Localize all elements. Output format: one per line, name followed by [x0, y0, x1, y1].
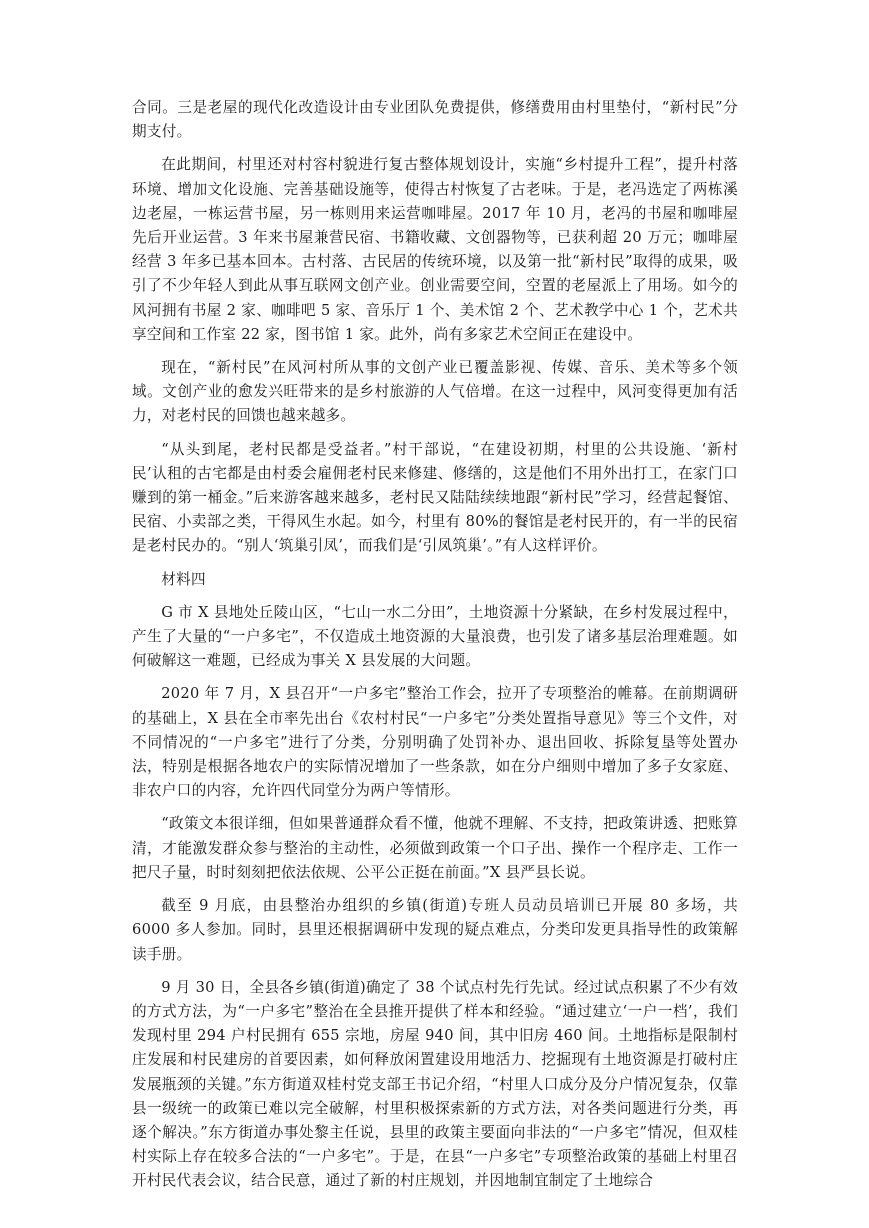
paragraph-pilot-villages: 9 月 30 日，全县各乡镇(街道)确定了 38 个试点村先行先试。经过试点积累了不少有效的方式方法，为“一户多宅”整治在全县推开提供了样本和经验。“通过建立‘一户一档’，我们发现村里 294 户村民拥有 655 宗地，房屋 940 间，其中旧房 460 间。土地指标是限制村庄发展和村民建房的首要因素，如何释放闲置建设用地活力、挖掘现有土地资源是打破村庄发展瓶颈的关键。”东方街道双桂村党支部王书记介绍，“村里人口成分及分户情况复杂，仅靠县一级统一的政策已难以完全破解，村里积极探索新的方式方法，对各类问题进行分类，再逐个解决。”东方街道办事处黎主任说，县里的政策主要面向非法的“一户多宅”情况，但双桂村实际上存在较多合法的“一户多宅”。于是，在县“一户多宅”专项整治政策的基础上村里召开村民代表会议，结合民意，通过了新的村庄规划，并因地制宜制定了土地综合 — [132, 978, 738, 1190]
paragraph-county-background: G 市 X 县地处丘陵山区，“七山一水二分田”，土地资源十分紧缺，在乡村发展过程中，产生了大量的“一户多宅”，不仅造成土地资源的大量浪费，也引发了诸多基层治理难题。如何破解这一难题，已经成为事关 X 县发展的大问题。 — [132, 603, 738, 670]
document-body — [132, 96, 738, 1203]
paragraph-villager-benefits: “从头到尾，老村民都是受益者。”村干部说，“在建设初期，村里的公共设施、‘新村民’认租的古宅都是由村委会雇佣老村民来修建、修缮的，这是他们不用外出打工，在家门口赚到的第一桶金。”后来游客越来越多，老村民又陆陆续续地跟“新村民”学习，经营起餐馆、民宿、小卖部之类，干得风生水起。如今，村里有 80%的餐馆是老村民开的，有一半的民宿是老村民办的。“别人‘筑巢引凤’，而我们是‘引凤筑巢’。”有人这样评价。 — [132, 440, 738, 555]
section-heading-material-four: 材料四 — [161, 570, 206, 588]
paragraph-county-head-quote: “政策文本很详细，但如果普通群众看不懂，他就不理解、不支持，把政策讲透、把账算清，才能激发群众参与整治的主动性，必须做到政策一个口子出、操作一个程序走、工作一把尺子量，时时刻刻把依法依规、公平公正挺在前面。”X 县严县长说。 — [132, 815, 738, 881]
paragraph-continuation: 合同。三是老屋的现代化改造设计由专业团队免费提供，修缮费用由村里垫付，“新村民”分期支付。 — [132, 99, 738, 141]
paragraph-training-sessions: 截至 9 月底，由县整治办组织的乡镇(街道)专班人员动员培训已开展 80 多场，共 6000 多人参加。同时，县里还根据调研中发现的疑点难点，分类印发更具指导性的政策解读手册。 — [132, 897, 738, 963]
paragraph-cultural-industry: 现在，“新村民”在风河村所从事的文创产业已覆盖影视、传媒、音乐、美术等多个领域。文创产业的愈发兴旺带来的是乡村旅游的人气倍增。在这一过程中，风河变得更加有活力，对老村民的回馈也越来越多。 — [132, 359, 738, 425]
paragraph-village-renovation: 在此期间，村里还对村容村貌进行复古整体规划设计，实施“乡村提升工程”，提升村落环境、增加文化设施、完善基础设施等，使得古村恢复了古老味。于是，老冯选定了两栋溪边老屋，一栋运营书屋，另一栋则用来运营咖啡屋。2017 年 10 月，老冯的书屋和咖啡屋先后开业运营。3 年来书屋兼营民宿、书籍收藏、文创器物等，已获利超 20 万元；咖啡屋经营 3 年多已基本回本。古村落、古民居的传统环境，以及第一批“新村民”取得的成果，吸引了不少年轻人到此从事互联网文创产业。创业需要空间，空置的老屋派上了用场。如今的风河拥有书屋 2 家、咖啡吧 5 家、音乐厅 1 个、美术馆 2 个、艺术教学中心 1 个，艺术共享空间和工作室 22 家，图书馆 1 家。此外，尚有多家艺术空间正在建设中。 — [132, 156, 738, 343]
paragraph-rectification-meeting: 2020 年 7 月，X 县召开“一户多宅”整治工作会，拉开了专项整治的帷幕。在前期调研的基础上，X 县在全市率先出台《农村村民“一户多宅”分类处置指导意见》等三个文件，对不同情况的“一户多宅”进行了分类，分别明确了处罚补办、退出回收、拆除复垦等处置办法，特别是根据各地农户的实际情况增加了一些条款，如在分户细则中增加了多子女家庭、非农户口的内容，允许四代同堂分为两户等情形。 — [132, 685, 738, 800]
